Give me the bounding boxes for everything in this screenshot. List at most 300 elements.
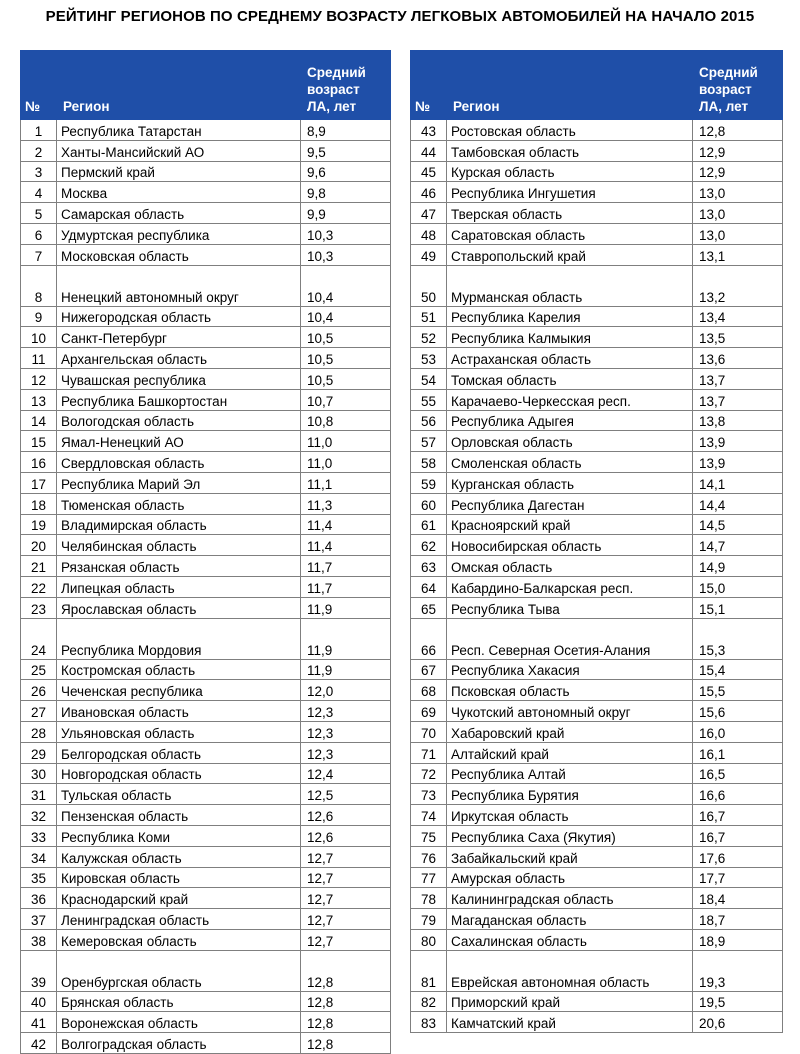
rank-cell: 40: [21, 991, 57, 1012]
table-row: [21, 763, 391, 784]
table-row: [411, 182, 783, 203]
table-row: [21, 742, 391, 763]
rank-cell: 52: [411, 327, 447, 348]
age-cell: 16,5: [693, 763, 783, 784]
table-row: [411, 721, 783, 742]
region-cell: Московская область: [57, 244, 301, 265]
age-cell: 17,7: [693, 867, 783, 888]
age-cell: 11,4: [301, 514, 391, 535]
age-cell: 12,7: [301, 846, 391, 867]
rank-cell: 58: [411, 452, 447, 473]
region-cell: Владимирская область: [57, 514, 301, 535]
region-cell: Забайкальский край: [447, 846, 693, 867]
region-cell: Еврейская автономная область: [447, 950, 693, 991]
age-cell: 13,7: [693, 389, 783, 410]
region-cell: Свердловская область: [57, 452, 301, 473]
region-cell: Новосибирская область: [447, 535, 693, 556]
table-header-row: [21, 51, 391, 120]
table-row: [411, 991, 783, 1012]
age-cell: 16,1: [693, 742, 783, 763]
table-row: [21, 888, 391, 909]
table-row: [21, 1012, 391, 1033]
age-cell: 12,8: [301, 1012, 391, 1033]
age-cell: 11,9: [301, 659, 391, 680]
rank-cell: 72: [411, 763, 447, 784]
table-row: [21, 140, 391, 161]
region-cell: Мурманская область: [447, 265, 693, 306]
age-cell: 10,7: [301, 389, 391, 410]
header-num: №: [21, 51, 57, 120]
rank-cell: 48: [411, 223, 447, 244]
rank-cell: 21: [21, 556, 57, 577]
rank-cell: 67: [411, 659, 447, 680]
age-cell: 11,3: [301, 493, 391, 514]
age-cell: 10,5: [301, 368, 391, 389]
rank-cell: 14: [21, 410, 57, 431]
table-row: [21, 659, 391, 680]
age-cell: 13,8: [693, 410, 783, 431]
table-header-row: [411, 51, 783, 120]
rank-cell: 64: [411, 576, 447, 597]
rank-cell: 42: [21, 1033, 57, 1054]
age-cell: 8,9: [301, 120, 391, 141]
table-row: [411, 909, 783, 930]
age-cell: 15,6: [693, 701, 783, 722]
table-row: [21, 368, 391, 389]
rank-cell: 9: [21, 306, 57, 327]
rank-cell: 5: [21, 203, 57, 224]
region-cell: Псковская область: [447, 680, 693, 701]
rank-cell: 37: [21, 909, 57, 930]
rank-cell: 63: [411, 556, 447, 577]
age-cell: 12,8: [301, 1033, 391, 1054]
region-cell: Амурская область: [447, 867, 693, 888]
region-cell: Сахалинская область: [447, 929, 693, 950]
table-row: [21, 618, 391, 659]
rank-cell: 28: [21, 721, 57, 742]
region-cell: Ивановская область: [57, 701, 301, 722]
rank-cell: 62: [411, 535, 447, 556]
table-row: [411, 742, 783, 763]
region-cell: Республика Хакасия: [447, 659, 693, 680]
region-cell: Томская область: [447, 368, 693, 389]
header-region: Регион: [447, 51, 693, 120]
table-row: [21, 431, 391, 452]
region-cell: Калининградская область: [447, 888, 693, 909]
region-cell: Астраханская область: [447, 348, 693, 369]
rank-cell: 2: [21, 140, 57, 161]
table-row: [411, 950, 783, 991]
table-row: [411, 888, 783, 909]
rank-cell: 17: [21, 472, 57, 493]
age-cell: 12,8: [301, 991, 391, 1012]
region-cell: Ставропольский край: [447, 244, 693, 265]
age-cell: 13,7: [693, 368, 783, 389]
region-cell: Республика Мордовия: [57, 618, 301, 659]
age-cell: 13,1: [693, 244, 783, 265]
rank-cell: 36: [21, 888, 57, 909]
age-cell: 11,4: [301, 535, 391, 556]
rank-cell: 80: [411, 929, 447, 950]
age-cell: 16,7: [693, 805, 783, 826]
region-cell: Самарская область: [57, 203, 301, 224]
table-row: [411, 825, 783, 846]
age-cell: 13,0: [693, 223, 783, 244]
region-cell: Камчатский край: [447, 1012, 693, 1033]
age-cell: 10,4: [301, 306, 391, 327]
age-cell: 11,7: [301, 556, 391, 577]
rank-cell: 53: [411, 348, 447, 369]
rank-cell: 43: [411, 120, 447, 141]
header-age: Средний возраст ЛА, лет: [301, 51, 391, 120]
region-cell: Чукотский автономный округ: [447, 701, 693, 722]
age-cell: 19,5: [693, 991, 783, 1012]
age-cell: 15,3: [693, 618, 783, 659]
region-cell: Карачаево-Черкесская респ.: [447, 389, 693, 410]
table-row: [411, 659, 783, 680]
age-cell: 18,7: [693, 909, 783, 930]
rank-cell: 60: [411, 493, 447, 514]
region-cell: Удмуртская республика: [57, 223, 301, 244]
table-row: [21, 680, 391, 701]
table-row: [411, 929, 783, 950]
table-row: [21, 223, 391, 244]
rank-cell: 18: [21, 493, 57, 514]
table-row: [21, 244, 391, 265]
rank-cell: 51: [411, 306, 447, 327]
page-title: РЕЙТИНГ РЕГИОНОВ ПО СРЕДНЕМУ ВОЗРАСТУ ЛЕГКОВЫХ АВТОМОБИЛЕЙ НА НАЧАЛО 2015: [45, 8, 755, 25]
region-cell: Республика Тыва: [447, 597, 693, 618]
age-cell: 13,5: [693, 327, 783, 348]
table-row: [21, 929, 391, 950]
region-cell: Архангельская область: [57, 348, 301, 369]
table-row: [21, 265, 391, 306]
age-cell: 9,9: [301, 203, 391, 224]
region-cell: Новгородская область: [57, 763, 301, 784]
age-cell: 12,7: [301, 867, 391, 888]
header-num: №: [411, 51, 447, 120]
age-cell: 12,9: [693, 161, 783, 182]
table-row: [411, 846, 783, 867]
table-row: [21, 701, 391, 722]
rank-cell: 57: [411, 431, 447, 452]
region-cell: Республика Коми: [57, 825, 301, 846]
rank-cell: 4: [21, 182, 57, 203]
rank-cell: 8: [21, 265, 57, 306]
table-row: [411, 618, 783, 659]
rank-cell: 82: [411, 991, 447, 1012]
age-cell: 14,9: [693, 556, 783, 577]
rank-cell: 27: [21, 701, 57, 722]
region-cell: Тверская область: [447, 203, 693, 224]
rank-cell: 26: [21, 680, 57, 701]
rank-cell: 12: [21, 368, 57, 389]
rank-cell: 50: [411, 265, 447, 306]
age-cell: 10,5: [301, 327, 391, 348]
region-cell: Краснодарский край: [57, 888, 301, 909]
region-cell: Липецкая область: [57, 576, 301, 597]
rank-cell: 34: [21, 846, 57, 867]
rank-cell: 41: [21, 1012, 57, 1033]
rank-cell: 6: [21, 223, 57, 244]
age-cell: 15,5: [693, 680, 783, 701]
region-cell: Тамбовская область: [447, 140, 693, 161]
age-cell: 12,8: [301, 950, 391, 991]
age-cell: 15,0: [693, 576, 783, 597]
rank-cell: 66: [411, 618, 447, 659]
rank-cell: 22: [21, 576, 57, 597]
rank-cell: 10: [21, 327, 57, 348]
region-cell: Республика Башкортостан: [57, 389, 301, 410]
age-cell: 14,5: [693, 514, 783, 535]
table-row: [21, 805, 391, 826]
region-cell: Респ. Северная Осетия-Алания: [447, 618, 693, 659]
region-cell: Орловская область: [447, 431, 693, 452]
age-cell: 10,5: [301, 348, 391, 369]
age-cell: 12,6: [301, 825, 391, 846]
region-cell: Республика Бурятия: [447, 784, 693, 805]
rank-cell: 74: [411, 805, 447, 826]
age-cell: 13,9: [693, 431, 783, 452]
age-cell: 16,7: [693, 825, 783, 846]
table-body-left: [21, 120, 391, 1054]
region-cell: Брянская область: [57, 991, 301, 1012]
age-cell: 12,6: [301, 805, 391, 826]
table-row: [21, 556, 391, 577]
table-row: [21, 472, 391, 493]
table-body-right: [411, 120, 783, 1033]
region-cell: Смоленская область: [447, 452, 693, 473]
table-row: [21, 784, 391, 805]
region-cell: Тульская область: [57, 784, 301, 805]
age-cell: 11,0: [301, 431, 391, 452]
age-cell: 13,0: [693, 203, 783, 224]
rank-cell: 23: [21, 597, 57, 618]
table-row: [411, 244, 783, 265]
region-cell: Ярославская область: [57, 597, 301, 618]
age-cell: 12,3: [301, 721, 391, 742]
age-cell: 12,7: [301, 929, 391, 950]
table-row: [21, 120, 391, 141]
table-row: [411, 203, 783, 224]
age-cell: 12,0: [301, 680, 391, 701]
age-cell: 13,4: [693, 306, 783, 327]
rank-cell: 79: [411, 909, 447, 930]
rank-cell: 30: [21, 763, 57, 784]
table-row: [21, 846, 391, 867]
region-cell: Нижегородская область: [57, 306, 301, 327]
region-cell: Республика Алтай: [447, 763, 693, 784]
header-region: Регион: [57, 51, 301, 120]
rank-cell: 81: [411, 950, 447, 991]
age-cell: 10,3: [301, 244, 391, 265]
rank-cell: 75: [411, 825, 447, 846]
rank-cell: 61: [411, 514, 447, 535]
table-row: [21, 410, 391, 431]
age-cell: 17,6: [693, 846, 783, 867]
region-cell: Челябинская область: [57, 535, 301, 556]
region-cell: Республика Адыгея: [447, 410, 693, 431]
age-cell: 11,7: [301, 576, 391, 597]
region-cell: Вологодская область: [57, 410, 301, 431]
table-row: [21, 452, 391, 473]
rank-cell: 7: [21, 244, 57, 265]
rank-cell: 29: [21, 742, 57, 763]
table-row: [411, 472, 783, 493]
age-cell: 15,1: [693, 597, 783, 618]
region-cell: Чеченская республика: [57, 680, 301, 701]
region-cell: Хабаровский край: [447, 721, 693, 742]
age-cell: 14,7: [693, 535, 783, 556]
age-cell: 16,6: [693, 784, 783, 805]
table-row: [411, 120, 783, 141]
age-cell: 11,9: [301, 618, 391, 659]
ranking-table-right: [410, 50, 783, 1033]
rank-cell: 24: [21, 618, 57, 659]
rank-cell: 69: [411, 701, 447, 722]
region-cell: Пензенская область: [57, 805, 301, 826]
region-cell: Омская область: [447, 556, 693, 577]
table-row: [21, 306, 391, 327]
rank-cell: 16: [21, 452, 57, 473]
region-cell: Республика Калмыкия: [447, 327, 693, 348]
rank-cell: 39: [21, 950, 57, 991]
region-cell: Воронежская область: [57, 1012, 301, 1033]
rank-cell: 77: [411, 867, 447, 888]
region-cell: Республика Татарстан: [57, 120, 301, 141]
table-row: [411, 514, 783, 535]
rank-cell: 11: [21, 348, 57, 369]
region-cell: Рязанская область: [57, 556, 301, 577]
region-cell: Тюменская область: [57, 493, 301, 514]
table-row: [21, 1033, 391, 1054]
table-row: [21, 825, 391, 846]
region-cell: Кировская область: [57, 867, 301, 888]
age-cell: 12,3: [301, 701, 391, 722]
region-cell: Чувашская республика: [57, 368, 301, 389]
table-row: [21, 950, 391, 991]
region-cell: Алтайский край: [447, 742, 693, 763]
region-cell: Костромская область: [57, 659, 301, 680]
table-row: [411, 805, 783, 826]
rank-cell: 56: [411, 410, 447, 431]
rank-cell: 44: [411, 140, 447, 161]
table-row: [411, 535, 783, 556]
rank-cell: 33: [21, 825, 57, 846]
rank-cell: 71: [411, 742, 447, 763]
table-row: [411, 452, 783, 473]
rank-cell: 13: [21, 389, 57, 410]
table-row: [411, 701, 783, 722]
region-cell: Кемеровская область: [57, 929, 301, 950]
ranking-table-left: [20, 50, 391, 1054]
region-cell: Ростовская область: [447, 120, 693, 141]
table-row: [21, 203, 391, 224]
table-row: [411, 368, 783, 389]
age-cell: 15,4: [693, 659, 783, 680]
rank-cell: 65: [411, 597, 447, 618]
table-row: [21, 161, 391, 182]
rank-cell: 78: [411, 888, 447, 909]
age-cell: 11,9: [301, 597, 391, 618]
region-cell: Ленинградская область: [57, 909, 301, 930]
region-cell: Саратовская область: [447, 223, 693, 244]
rank-cell: 83: [411, 1012, 447, 1033]
rank-cell: 54: [411, 368, 447, 389]
region-cell: Ханты-Мансийский АО: [57, 140, 301, 161]
rank-cell: 76: [411, 846, 447, 867]
rank-cell: 73: [411, 784, 447, 805]
region-cell: Калужская область: [57, 846, 301, 867]
table-row: [411, 306, 783, 327]
rank-cell: 3: [21, 161, 57, 182]
table-row: [21, 182, 391, 203]
region-cell: Приморский край: [447, 991, 693, 1012]
age-cell: 18,9: [693, 929, 783, 950]
region-cell: Магаданская область: [447, 909, 693, 930]
table-row: [411, 576, 783, 597]
age-cell: 12,7: [301, 888, 391, 909]
region-cell: Курская область: [447, 161, 693, 182]
age-cell: 11,1: [301, 472, 391, 493]
region-cell: Пермский край: [57, 161, 301, 182]
rank-cell: 59: [411, 472, 447, 493]
rank-cell: 15: [21, 431, 57, 452]
region-cell: Республика Дагестан: [447, 493, 693, 514]
age-cell: 13,6: [693, 348, 783, 369]
region-cell: Ямал-Ненецкий АО: [57, 431, 301, 452]
rank-cell: 35: [21, 867, 57, 888]
rank-cell: 1: [21, 120, 57, 141]
table-row: [21, 991, 391, 1012]
rank-cell: 32: [21, 805, 57, 826]
region-cell: Республика Саха (Якутия): [447, 825, 693, 846]
age-cell: 10,8: [301, 410, 391, 431]
age-cell: 14,4: [693, 493, 783, 514]
table-row: [411, 680, 783, 701]
age-cell: 12,5: [301, 784, 391, 805]
table-row: [411, 597, 783, 618]
table-row: [411, 410, 783, 431]
table-row: [21, 909, 391, 930]
region-cell: Санкт-Петербург: [57, 327, 301, 348]
region-cell: Красноярский край: [447, 514, 693, 535]
table-row: [21, 514, 391, 535]
rank-cell: 70: [411, 721, 447, 742]
table-row: [21, 348, 391, 369]
rank-cell: 46: [411, 182, 447, 203]
table-row: [411, 867, 783, 888]
age-cell: 10,4: [301, 265, 391, 306]
region-cell: Москва: [57, 182, 301, 203]
rank-cell: 38: [21, 929, 57, 950]
age-cell: 18,4: [693, 888, 783, 909]
rank-cell: 25: [21, 659, 57, 680]
age-cell: 9,6: [301, 161, 391, 182]
region-cell: Волгоградская область: [57, 1033, 301, 1054]
table-row: [21, 597, 391, 618]
age-cell: 10,3: [301, 223, 391, 244]
age-cell: 13,9: [693, 452, 783, 473]
table-row: [21, 389, 391, 410]
rank-cell: 31: [21, 784, 57, 805]
table-row: [411, 556, 783, 577]
age-cell: 12,9: [693, 140, 783, 161]
rank-cell: 55: [411, 389, 447, 410]
region-cell: Белгородская область: [57, 742, 301, 763]
age-cell: 12,8: [693, 120, 783, 141]
region-cell: Иркутская область: [447, 805, 693, 826]
